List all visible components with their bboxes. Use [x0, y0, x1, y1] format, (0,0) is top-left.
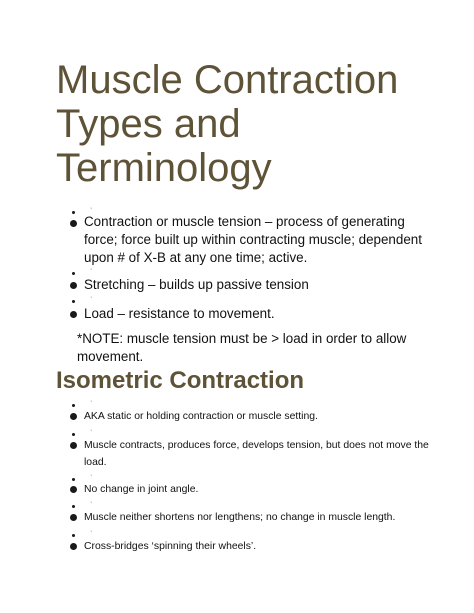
tick-mark: · — [90, 472, 93, 479]
list-item-joint-angle: No change in joint angle. — [84, 484, 199, 495]
tick-bullet-icon — [72, 505, 75, 508]
tick-mark: · — [90, 528, 93, 535]
list-item-cross-bridges: Cross-bridges ‘spinning their wheels’. — [84, 541, 257, 552]
tick-bullet-icon — [72, 404, 75, 407]
title-line-3: Terminology — [56, 146, 272, 190]
tick-mark: · — [90, 427, 93, 434]
bullet-icon — [70, 442, 77, 449]
bullet-icon — [70, 413, 77, 420]
list-item-aka: AKA static or holding contraction or muscle setting. — [84, 411, 318, 422]
tick-bullet-icon — [72, 534, 75, 537]
bullet-icon — [70, 514, 77, 521]
page-title — [56, 58, 456, 190]
list-item-muscle-contracts: Muscle contracts, produces force, develops tension, but does not move the load. — [84, 440, 429, 468]
tick-bullet-icon — [72, 433, 75, 436]
list-item-stretching: Stretching – builds up passive tension — [84, 277, 309, 292]
tick-mark: · — [90, 398, 93, 405]
bullet-icon — [70, 543, 77, 550]
tick-bullet-icon — [72, 478, 75, 481]
tick-mark: · — [90, 266, 93, 273]
list-item-muscle-length: Muscle neither shortens nor lengthens; no change in muscle length. — [84, 512, 396, 523]
tick-mark: · — [90, 499, 93, 506]
tick-bullet-icon — [72, 272, 75, 275]
list-item-contraction: Contraction or muscle tension – process of generating force; force built up within contracting muscle; dependent upon # of X-B at any one time; active. — [84, 214, 422, 265]
note-text: *NOTE: muscle tension must be > load in order to allow movement. — [77, 331, 407, 364]
list-item-load: Load – resistance to movement. — [84, 306, 275, 321]
tick-mark: · — [90, 205, 93, 212]
bullet-icon — [70, 220, 77, 227]
bullet-icon — [70, 282, 77, 289]
tick-mark: · — [90, 294, 93, 301]
title-line-2: Types and — [56, 102, 241, 146]
tick-bullet-icon — [72, 300, 75, 303]
bullet-icon — [70, 311, 77, 318]
section-heading: Isometric Contraction — [56, 367, 305, 394]
title-line-1: Muscle Contraction — [56, 58, 399, 102]
bullet-icon — [70, 486, 77, 493]
tick-bullet-icon — [72, 211, 75, 214]
